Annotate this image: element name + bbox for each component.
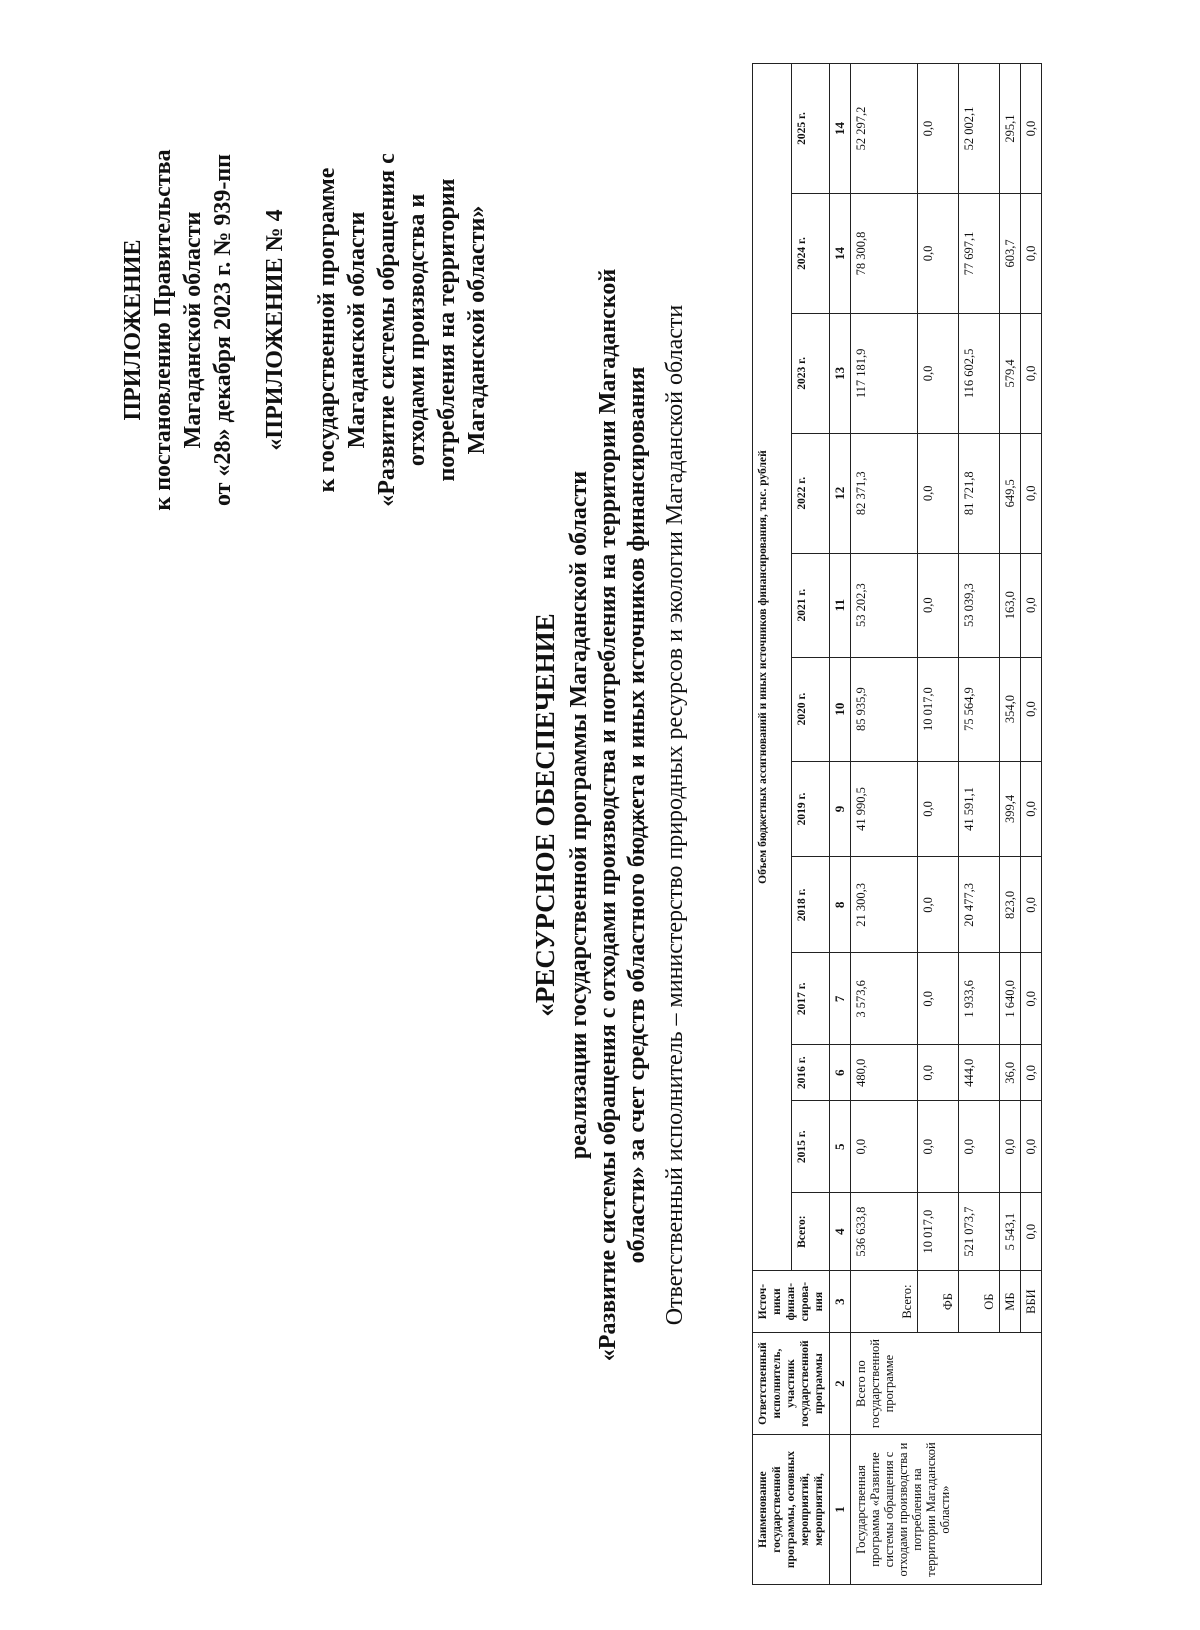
column-number: 14 — [830, 194, 851, 314]
header-col-name: Наименование государственной программы, основных мероприятий, мероприятий, — [753, 1435, 830, 1585]
header-year: 2015 г. — [791, 1101, 830, 1193]
value-cell: 0,0 — [1021, 761, 1042, 857]
value-cell: 0,0 — [959, 1101, 1000, 1193]
header-line: от «28» декабря 2023 г. № 939-пп — [210, 153, 236, 507]
column-number: 1 — [830, 1435, 851, 1585]
header-line: ПРИЛОЖЕНИЕ — [120, 239, 146, 421]
header-line: потребления на территории — [434, 178, 460, 482]
value-cell: 52 297,2 — [851, 64, 918, 194]
header-year: 2017 г. — [791, 953, 830, 1045]
column-number: 3 — [830, 1271, 851, 1333]
header-year: 2022 г. — [791, 433, 830, 553]
column-number: 12 — [830, 433, 851, 553]
responsible-executor: Ответственный исполнитель – министерство природных ресурсов и экологии Магаданской области — [662, 304, 688, 1326]
value-cell: 41 990,5 — [851, 761, 918, 857]
value-cell: 3 573,6 — [851, 953, 918, 1045]
value-cell: 0,0 — [918, 953, 959, 1045]
value-cell: 85 935,9 — [851, 657, 918, 761]
header-year: Всего: — [791, 1193, 830, 1271]
column-number: 7 — [830, 953, 851, 1045]
column-number: 6 — [830, 1045, 851, 1101]
header-col-source: Источ-ники финан-сирова-ния — [753, 1271, 830, 1333]
value-cell: 163,0 — [1000, 553, 1021, 657]
column-number: 13 — [830, 313, 851, 433]
value-cell: 1 933,6 — [959, 953, 1000, 1045]
value-cell: 0,0 — [1021, 194, 1042, 314]
header-year: 2024 г. — [791, 194, 830, 314]
value-cell: 21 300,3 — [851, 857, 918, 953]
header-year: 2016 г. — [791, 1045, 830, 1101]
header-year: 2019 г. — [791, 761, 830, 857]
value-cell: 10 017,0 — [918, 1193, 959, 1271]
value-cell: 0,0 — [918, 1101, 959, 1193]
value-cell: 0,0 — [918, 433, 959, 553]
value-cell: 78 300,8 — [851, 194, 918, 314]
value-cell: 399,4 — [1000, 761, 1021, 857]
source-cell: Всего: — [851, 1271, 918, 1333]
source-cell: ФБ — [918, 1271, 959, 1333]
column-number: 2 — [830, 1333, 851, 1435]
value-cell: 0,0 — [918, 194, 959, 314]
value-cell: 536 633,8 — [851, 1193, 918, 1271]
document-title-block — [530, 40, 689, 1590]
resource-table — [752, 63, 1042, 1585]
header-year: 2018 г. — [791, 857, 830, 953]
header-col-executor: Ответственный исполнитель, участник государственной программы — [753, 1333, 830, 1435]
value-cell: 0,0 — [1021, 1045, 1042, 1101]
value-cell: 0,0 — [1000, 1101, 1021, 1193]
title-line: реализации государственной программы Магаданской области — [566, 470, 592, 1160]
source-cell: МБ — [1000, 1271, 1021, 1333]
value-cell: 0,0 — [1021, 313, 1042, 433]
value-cell: 0,0 — [1021, 553, 1042, 657]
header-group-funding: Объем бюджетных ассигнований и иных источников финансирования, тыс. рублей — [753, 64, 792, 1271]
header-line: отходами производства и — [404, 193, 430, 467]
header-year: 2020 г. — [791, 657, 830, 761]
value-cell: 20 477,3 — [959, 857, 1000, 953]
value-cell: 649,5 — [1000, 433, 1021, 553]
value-cell: 82 371,3 — [851, 433, 918, 553]
executor-cell: Всего по государственной программе — [851, 1333, 1042, 1435]
document-title: «РЕСУРСНОЕ ОБЕСПЕЧЕНИЕ — [530, 613, 560, 1017]
column-number: 14 — [830, 64, 851, 194]
value-cell: 36,0 — [1000, 1045, 1021, 1101]
value-cell: 0,0 — [1021, 64, 1042, 194]
value-cell: 0,0 — [918, 761, 959, 857]
value-cell: 354,0 — [1000, 657, 1021, 761]
value-cell: 81 721,8 — [959, 433, 1000, 553]
value-cell: 0,0 — [1021, 433, 1042, 553]
value-cell: 116 602,5 — [959, 313, 1000, 433]
title-line: области» за счет средств областного бюджета и иных источников финансирования — [624, 366, 650, 1264]
value-cell: 0,0 — [851, 1101, 918, 1193]
header-line: Магаданской области — [344, 211, 370, 449]
header-line: к государственной программе — [314, 167, 340, 493]
header-year: 2023 г. — [791, 313, 830, 433]
value-cell: 117 181,9 — [851, 313, 918, 433]
title-line: «Развитие системы обращения с отходами производства и потребления на территории Магаданской — [595, 268, 621, 1362]
header-line: Магаданской области — [180, 211, 206, 449]
table-header-row — [753, 64, 792, 1585]
header-line: Магаданской области» — [464, 205, 490, 455]
program-name-cell: Государственная программа «Развитие системы обращения с отходами производства и потребления на территории Магаданской области» — [851, 1435, 1042, 1585]
value-cell: 0,0 — [1021, 1101, 1042, 1193]
header-year: 2021 г. — [791, 553, 830, 657]
value-cell: 41 591,1 — [959, 761, 1000, 857]
column-number: 11 — [830, 553, 851, 657]
value-cell: 77 697,1 — [959, 194, 1000, 314]
value-cell: 823,0 — [1000, 857, 1021, 953]
value-cell: 521 073,7 — [959, 1193, 1000, 1271]
value-cell: 5 543,1 — [1000, 1193, 1021, 1271]
header-year: 2025 г. — [791, 64, 830, 194]
header-line: «ПРИЛОЖЕНИЕ № 4 — [262, 209, 288, 451]
value-cell: 53 039,3 — [959, 553, 1000, 657]
value-cell: 444,0 — [959, 1045, 1000, 1101]
value-cell: 295,1 — [1000, 64, 1021, 194]
column-number: 10 — [830, 657, 851, 761]
value-cell: 0,0 — [1021, 1193, 1042, 1271]
value-cell: 0,0 — [918, 857, 959, 953]
value-cell: 0,0 — [918, 1045, 959, 1101]
value-cell: 0,0 — [1021, 657, 1042, 761]
value-cell: 1 640,0 — [1000, 953, 1021, 1045]
value-cell: 0,0 — [918, 553, 959, 657]
table-row — [851, 64, 918, 1585]
value-cell: 53 202,3 — [851, 553, 918, 657]
value-cell: 579,4 — [1000, 313, 1021, 433]
source-cell: ВБИ — [1021, 1271, 1042, 1333]
value-cell: 75 564,9 — [959, 657, 1000, 761]
column-number: 9 — [830, 761, 851, 857]
header-line: к постановлению Правительства — [150, 149, 176, 511]
value-cell: 0,0 — [1021, 857, 1042, 953]
value-cell: 0,0 — [1021, 953, 1042, 1045]
column-number: 4 — [830, 1193, 851, 1271]
value-cell: 603,7 — [1000, 194, 1021, 314]
value-cell: 0,0 — [918, 313, 959, 433]
column-number: 8 — [830, 857, 851, 953]
value-cell: 52 002,1 — [959, 64, 1000, 194]
column-number-row — [830, 64, 851, 1585]
column-number: 5 — [830, 1101, 851, 1193]
value-cell: 0,0 — [918, 64, 959, 194]
value-cell: 10 017,0 — [918, 657, 959, 761]
appendix-header — [118, 50, 492, 610]
header-line: «Развитие системы обращения с — [374, 153, 400, 507]
source-cell: ОБ — [959, 1271, 1000, 1333]
value-cell: 480,0 — [851, 1045, 918, 1101]
